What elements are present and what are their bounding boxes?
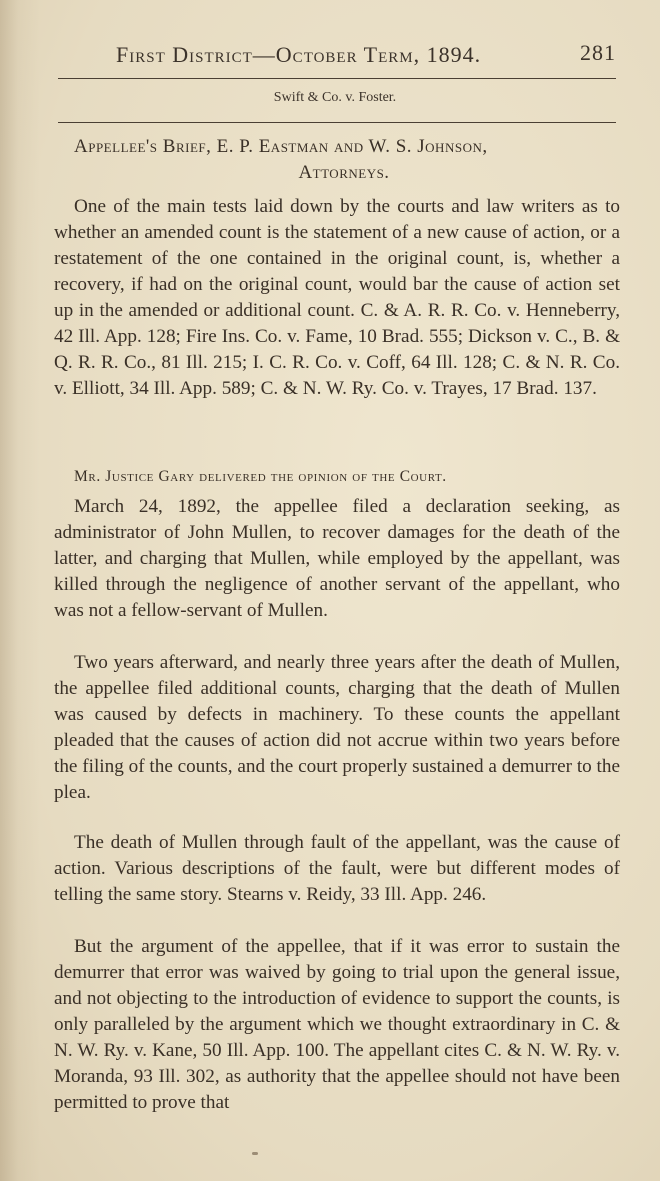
brief-paragraph: One of the main tests laid down by the courts and law writers as to whether an amended count is the statement of a new cause of action, or a restatement of the one contained in the original count, is, whether a recovery, if had on the original count, would bar the cause of action set up in the amended or additional count. C. & A. R. R. Co. v. Henneberry, 42 Ill. App. 128; Fire Ins. Co. v. Fame, 10 Brad. 555; Dickson v. C., B. & Q. R. R. Co., 81 Ill. 215; I. C. R. Co. v. Coff, 64 Ill. 128; C. & N. R. Co. v. Elliott, 34 Ill. App. 589; C. & N. W. Ry. Co. v. Trayes, 17 Brad. 137.: [54, 196, 620, 399]
brief-heading: [74, 134, 614, 186]
case-caption: Swift & Co. v. Foster.: [273, 90, 397, 105]
printer-mark: [252, 1152, 258, 1155]
opinion-paragraph-2: Two years afterward, and nearly three years after the death of Mullen, the appellee filed additional counts, charging that the death of Mullen was caused by defects in machinery. To these counts the appellant pleaded that the causes of action did not accrue within two years before the filing of the counts, and the court properly sustained a demurrer to the plea.: [54, 652, 620, 803]
header-rule-top: [58, 78, 616, 79]
header-rule-bottom: [58, 122, 616, 123]
brief-heading-line-2: Attorneys.: [298, 162, 390, 183]
page-number: 281: [580, 40, 616, 65]
brief-heading-line-1: Appellee's Brief, E. P. Eastman and W. S. Johnson,: [74, 136, 488, 157]
opinion-heading: Mr. Justice Gary delivered the opinion of the Court.: [74, 468, 447, 485]
opinion-paragraph-4: But the argument of the appellee, that if it was error to sustain the demurrer that error was waived by going to trial upon the general issue, and not objecting to the introduction of evidence to support the counts, is only paralleled by the argument which we thought extraordinary in C. & N. W. Ry. v. Kane, 50 Ill. App. 100. The appellant cites C. & N. W. Ry. v. Moranda, 93 Ill. 302, as authority that the appellee should not have been permitted to prove that: [54, 936, 620, 1113]
running-head: [116, 40, 616, 70]
running-head-title: First District—October Term, 1894.: [116, 42, 482, 67]
opinion-paragraph-1: March 24, 1892, the appellee filed a declaration seeking, as administrator of John Mullen, to recover damages for the death of the latter, and charging that Mullen, while employed by the appellant, was killed through the negligence of another servant of the appellant, who was not a fellow-servant of Mullen.: [54, 496, 620, 621]
opinion-paragraph-3: The death of Mullen through fault of the appellant, was the cause of action. Various descriptions of the fault, were but different modes of telling the same story. Stearns v. Reidy, 33 Ill. App. 246.: [54, 832, 620, 905]
